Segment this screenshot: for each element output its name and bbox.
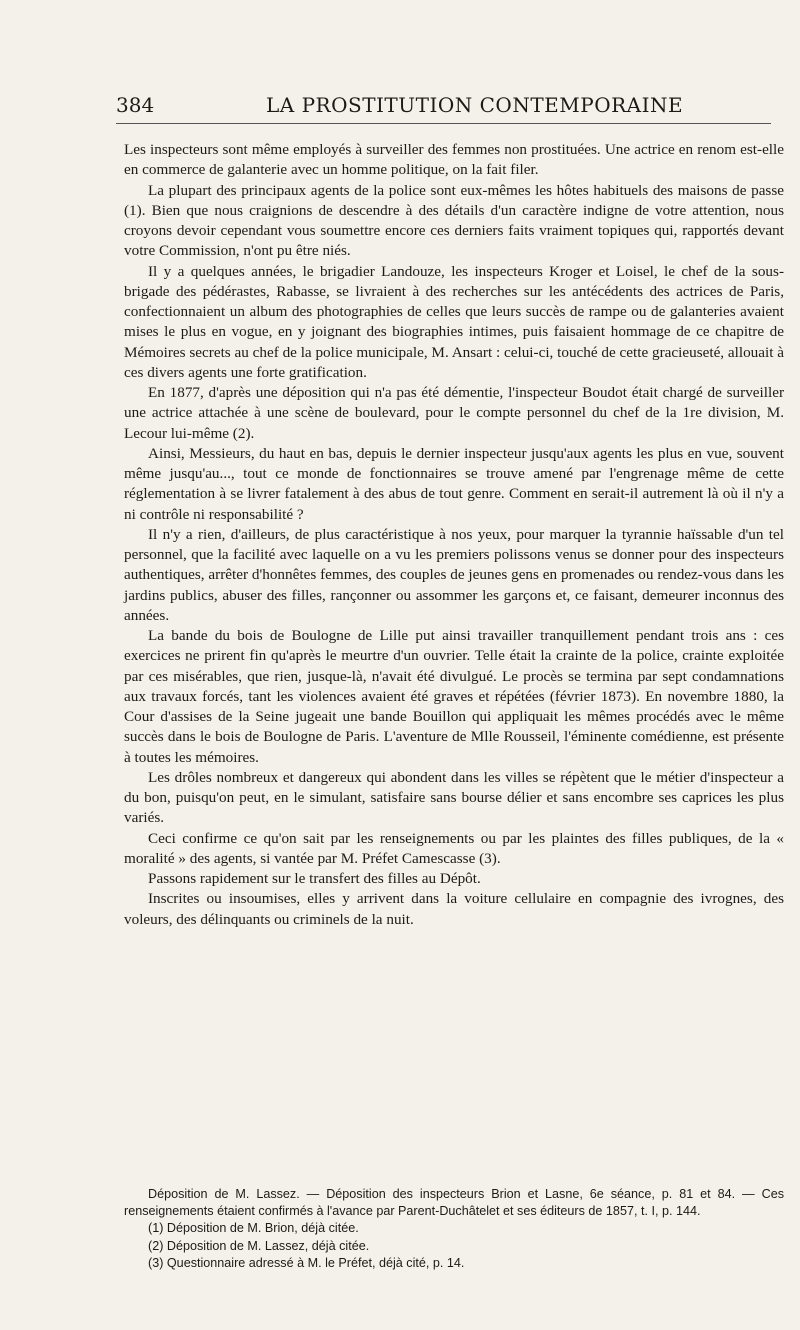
footnote: (3) Questionnaire adressé à M. le Préfet, déjà cité, p. 14. [148, 1255, 465, 1270]
paragraph: Inscrites ou insoumises, elles y arrivent dans la voiture cellulaire en compagnie des ivrognes, des voleurs, des délinquants ou criminels de la nuit. [124, 890, 784, 928]
running-title: LA PROSTITUTION CONTEMPORAINE [266, 93, 684, 117]
footnote: Déposition de M. Lassez. — Déposition des inspecteurs Brion et Lasne, 6e séance, p. 81 et 84. — Ces renseignements étaient confirmés à l'avance par Parent-Duchâtelet et ses éditeurs de 1857, t. I, p. 144. [124, 1187, 784, 1219]
paragraph: Il n'y a rien, d'ailleurs, de plus caractéristique à nos yeux, pour marquer la tyrannie haïssable d'un tel personnel, que la facilité avec laquelle on a vu les premiers polissons venus se donner pour des inspecteurs authentiques, arrêter d'honnêtes femmes, des couples de jeunes gens en promenades ou rendez-vous dans les jardins publics, abuser des filles, rançonner ou assommer les garçons et, ce faisant, demeurer inconnus des années. [124, 525, 784, 624]
page-header [116, 93, 771, 124]
paragraph: La plupart des principaux agents de la police sont eux-mêmes les hôtes habituels des maisons de passe (1). Bien que nous craignions de descendre à des détails d'un caractère indigne de votre attention, nous croyons devoir cependant vous soumettre encore ces derniers faits vraiment topiques qui, rapportés devant votre Commission, n'ont pu être niés. [124, 181, 784, 260]
paragraph: La bande du bois de Boulogne de Lille put ainsi travailler tranquillement pendant trois ans : ces exercices ne prirent fin qu'après le meurtre d'un ouvrier. Telle était la crainte de la police, crainte exploitée par ces misérables, que rien, jusque-là, n'avait été divulgué. Le procès se termina par sept condamnations aux travaux forcés, tant les violences avaient été graves et répétées (février 1873). En novembre 1880, la Cour d'assises de la Seine jugeait une bande Bouillon qui appliquait les mêmes procédés avec le même succès dans le bois de Boulogne de Paris. L'aventure de Mlle Rousseil, l'éminente comédienne, est présente à toutes les mémoires. [124, 627, 784, 766]
paragraph: Passons rapidement sur le transfert des filles au Dépôt. [148, 870, 481, 887]
paragraph: Les drôles nombreux et dangereux qui abondent dans les villes se répètent que le métier d'inspecteur a du bon, puisqu'on peut, en le simulant, satisfaire sans bourse délier et sans encombre ses caprices les plus variés. [124, 768, 784, 827]
page-number: 384 [116, 93, 155, 117]
paragraph: Ainsi, Messieurs, du haut en bas, depuis le dernier inspecteur jusqu'aux agents les plus en vue, souvent même jusqu'au..., tout ce monde de fonctionnaires se trouve amené par l'engrenage même de cette réglementation à se livrer fatalement à des abus de tout genre. Comment en serait-il autrement là où il n'y a ni contrôle ni responsabilité ? [124, 444, 784, 523]
paragraph: Les inspecteurs sont même employés à surveiller des femmes non prostituées. Une actrice en renom est-elle en commerce de galanterie avec un homme politique, on la fait filer. [124, 141, 784, 179]
paragraph: En 1877, d'après une déposition qui n'a pas été démentie, l'inspecteur Boudot était chargé de surveiller une actrice attachée à une scène de boulevard, pour le compte personnel du chef de la 1re division, M. Lecour lui-même (2). [124, 384, 784, 442]
footnote: (2) Déposition de M. Lassez, déjà citée. [148, 1238, 370, 1253]
body-text [124, 140, 784, 930]
paragraph: Il y a quelques années, le brigadier Landouze, les inspecteurs Kroger et Loisel, le chef de la sous-brigade des pédérastes, Rabasse, se livraient à des recherches sur les antécédents des actrices de Paris, confectionnaient un album des photographies de celles que leurs succès de rampe ou de galanteries avaient mises le plus en vogue, en y joignant des biographies intimes, puis faisaient hommage de ce chapitre de Mémoires secrets au chef de la police municipale, M. Ansart : celui-ci, touché de cette gracieuseté, allouait à ces divers agents une forte gratification. [124, 262, 784, 381]
paragraph: Ceci confirme ce qu'on sait par les renseignements ou par les plaintes des filles publiques, de la « moralité » des agents, si vantée par M. Préfet Camescasse (3). [124, 829, 784, 867]
footnotes [124, 1186, 784, 1272]
footnote: (1) Déposition de M. Brion, déjà citée. [148, 1221, 359, 1236]
